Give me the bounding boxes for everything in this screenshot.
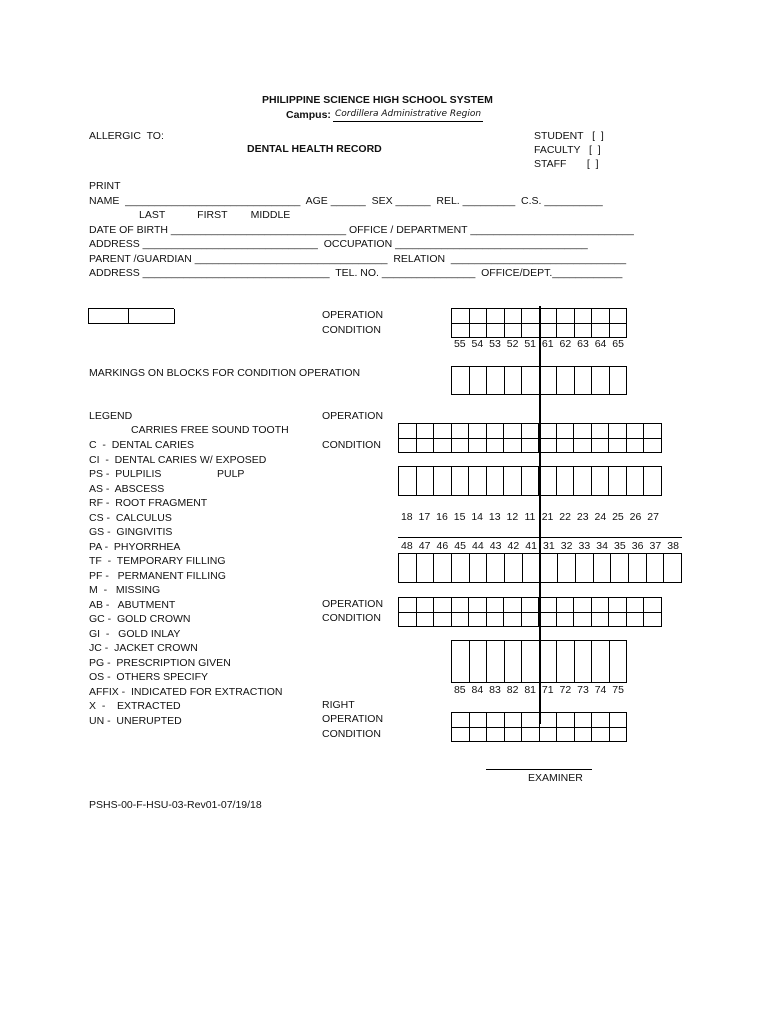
tooth-number: 72 xyxy=(559,684,572,696)
sample-marking-block xyxy=(88,308,174,324)
campus-label: Campus: xyxy=(286,109,331,121)
legend-item: AS - ABSCESS xyxy=(89,482,165,495)
tooth-number: 46 xyxy=(436,540,449,552)
legend-item: GS - GINGIVITIS xyxy=(89,526,173,538)
tooth-number: 17 xyxy=(418,511,431,523)
legend-item: GI - GOLD INLAY xyxy=(89,627,181,640)
tooth-number: 12 xyxy=(506,511,519,523)
tooth-number: 74 xyxy=(594,684,607,696)
tooth-number: 81 xyxy=(524,684,537,696)
tooth-number: 48 xyxy=(401,540,413,552)
tooth-number: 84 xyxy=(471,684,484,696)
staff-checkbox[interactable]: STAFF [ ] xyxy=(534,158,599,170)
tooth-number: 63 xyxy=(577,338,589,350)
tooth-number: 75 xyxy=(612,684,624,696)
tooth-number: 25 xyxy=(612,511,624,523)
tooth-number: 62 xyxy=(559,338,572,350)
tooth-number: 42 xyxy=(507,540,520,552)
condition-label-4: CONDITION xyxy=(322,728,381,740)
tooth-number: 21 xyxy=(541,511,554,523)
tooth-number: 44 xyxy=(472,540,484,552)
address2-row[interactable]: ADDRESS ________________________________ TEL. NO. ________________ OFFICE/DEPT.____________ xyxy=(89,267,623,279)
tooth-number: 73 xyxy=(577,684,589,696)
legend-pulp: PULP xyxy=(217,468,245,480)
tooth-number: 16 xyxy=(436,511,448,523)
legend-item: CI - DENTAL CARIES W/ EXPOSED xyxy=(89,453,267,466)
legend-item: AB - ABUTMENT xyxy=(89,598,176,611)
tooth-number: 43 xyxy=(489,540,502,552)
tooth-number: 65 xyxy=(612,338,624,350)
tooth-number: 23 xyxy=(576,511,589,523)
tooth-number: 38 xyxy=(667,540,679,552)
tooth-number: 26 xyxy=(629,511,642,523)
right-label: RIGHT xyxy=(322,699,355,711)
tooth-number: 14 xyxy=(471,511,484,523)
legend-item: OS - OTHERS SPECIFY xyxy=(89,671,209,683)
tooth-number: 15 xyxy=(453,511,466,523)
legend-item: UN - UNERUPTED xyxy=(89,714,182,727)
tooth-number: 82 xyxy=(506,684,519,696)
form-code: PSHS-00-F-HSU-03-Rev01-07/19/18 xyxy=(89,799,262,811)
print-label: PRINT xyxy=(89,180,121,192)
tooth-number: 53 xyxy=(489,338,501,350)
tooth-number: 37 xyxy=(649,540,662,552)
operation-label-3: OPERATION xyxy=(322,598,384,610)
tooth-number: 61 xyxy=(541,338,554,350)
legend-item: AFFIX - INDICATED FOR EXTRACTION xyxy=(89,685,283,698)
tooth-number: 71 xyxy=(541,684,554,696)
tooth-number: 54 xyxy=(471,338,484,350)
upper-permanent-tooth-blocks[interactable] xyxy=(398,466,662,496)
tooth-number: 22 xyxy=(559,511,571,523)
tooth-number: 31 xyxy=(543,540,555,552)
legend-item: TF - TEMPORARY FILLING xyxy=(89,555,226,567)
tooth-number: 27 xyxy=(647,511,659,523)
legend-item: PG - PRESCRIPTION GIVEN xyxy=(89,656,231,669)
legend-item: M - MISSING xyxy=(89,584,161,596)
dob-row[interactable]: DATE OF BIRTH ______________________________ OFFICE / DEPARTMENT ____________________________ xyxy=(89,224,634,236)
record-title: DENTAL HEALTH RECORD xyxy=(247,143,382,155)
tooth-number: 24 xyxy=(594,511,607,523)
tooth-number: 47 xyxy=(418,540,431,552)
legend-item: GC - GOLD CROWN xyxy=(89,613,191,625)
vertical-midline xyxy=(539,306,541,724)
tooth-number: 51 xyxy=(524,338,537,350)
tooth-number: 55 xyxy=(453,338,466,350)
tooth-number: 36 xyxy=(631,540,644,552)
examiner-signature-line xyxy=(486,769,592,770)
tooth-number: 11 xyxy=(524,511,536,523)
tooth-number: 83 xyxy=(489,684,501,696)
tooth-number: 32 xyxy=(560,540,573,552)
condition-label-2: CONDITION xyxy=(322,439,381,451)
legend-carries: CARRIES FREE SOUND TOOTH xyxy=(131,424,289,436)
allergic-label: ALLERGIC TO: xyxy=(89,130,164,142)
tooth-number: 85 xyxy=(453,684,466,696)
faculty-checkbox[interactable]: FACULTY [ ] xyxy=(534,144,601,156)
tooth-number: 41 xyxy=(525,540,537,552)
name-sublabels: LAST FIRST MIDDLE xyxy=(139,209,291,221)
legend-item: CS - CALCULUS xyxy=(89,511,172,524)
condition-label-1: CONDITION xyxy=(322,324,381,336)
legend-item: X - EXTRACTED xyxy=(89,700,181,712)
tooth-number: 52 xyxy=(506,338,519,350)
address-row[interactable]: ADDRESS ______________________________ OCCUPATION _________________________________ xyxy=(89,238,588,250)
markings-note: MARKINGS ON BLOCKS FOR CONDITION OPERATION xyxy=(89,367,361,379)
condition-label-3: CONDITION xyxy=(322,612,381,624)
tooth-number: 64 xyxy=(594,338,607,350)
tooth-number: 18 xyxy=(400,511,413,523)
operation-label-2: OPERATION xyxy=(322,410,384,422)
name-row[interactable]: NAME ______________________________ AGE ______ SEX ______ REL. _________ C.S. __________ xyxy=(89,195,603,207)
student-checkbox[interactable]: STUDENT [ ] xyxy=(534,130,604,142)
legend-title: LEGEND xyxy=(89,410,133,422)
legend-item: JC - JACKET CROWN xyxy=(89,642,198,654)
upper-permanent-op-cond-grid[interactable] xyxy=(398,423,662,453)
operation-label-4: OPERATION xyxy=(322,713,384,725)
examiner-label: EXAMINER xyxy=(528,772,583,784)
tooth-number: 33 xyxy=(578,540,591,552)
tooth-number: 34 xyxy=(596,540,608,552)
tooth-number: 13 xyxy=(488,511,501,523)
tooth-number: 45 xyxy=(454,540,466,552)
campus-value: Cordillera Administrative Region xyxy=(333,108,483,122)
parent-row[interactable]: PARENT /GUARDIAN _________________________________ RELATION ______________________________ xyxy=(89,253,627,265)
legend-item: PA - PHYORRHEA xyxy=(89,540,181,553)
school-name: PHILIPPINE SCIENCE HIGH SCHOOL SYSTEM xyxy=(262,94,493,106)
tooth-number: 35 xyxy=(614,540,626,552)
legend-item: RF - ROOT FRAGMENT xyxy=(89,497,208,509)
upper-permanent-numbers xyxy=(398,511,662,524)
legend-item: PS - PULPILIS xyxy=(89,468,162,480)
legend-item: PF - PERMANENT FILLING xyxy=(89,569,226,582)
legend-item: C - DENTAL CARIES xyxy=(89,439,195,451)
lower-permanent-op-cond-grid[interactable] xyxy=(398,597,662,627)
operation-label-1: OPERATION xyxy=(322,309,384,321)
